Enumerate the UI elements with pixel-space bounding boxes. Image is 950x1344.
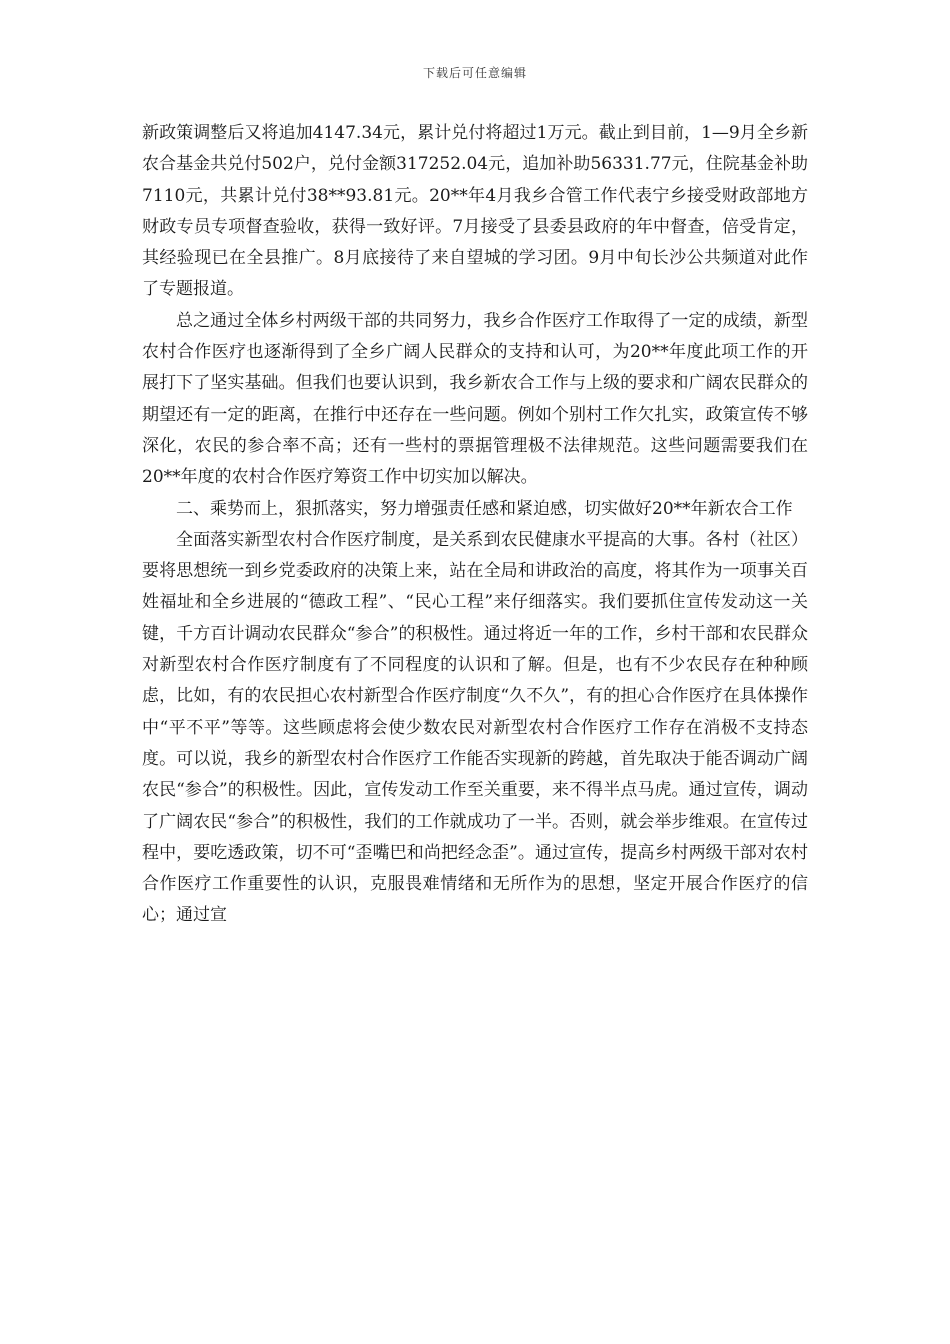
page-header: 下载后可任意编辑 bbox=[422, 66, 527, 80]
paragraph-2: 总之通过全体乡村两级干部的共同努力，我乡合作医疗工作取得了一定的成绩，新型农村合作医疗也逐渐得到了全乡广阔人民群众的支持和认可，为20**年度此项工作的开展打下了坚实基础。但我们也要认识到，我乡新农合工作与上级的要求和广阔农民群众的期望还有一定的距离，在推行中还存在一些问题。例如个别村工作欠扎实，政策宣传不够深化，农民的参合率不高；还有一些村的票据管理极不法律规范。这些问题需要我们在20**年度的农村合作医疗筹资工作中切实加以解决。 bbox=[142, 310, 808, 488]
paragraph-1: 新政策调整后又将追加4147.34元，累计兑付将超过1万元。截止到目前，1—9月全乡新农合基金共兑付502户，兑付金额317252.04元，追加补助56331.77元，住院基金补助7110元，共累计兑付38**93.81元。20**年4月我乡合管工作代表宁乡接受财政部地方财政专员专项督查验收，获得一致好评。7月接受了县委县政府的年中督查，倍受肯定，其经验现已在全县推广。8月底接待了来自望城的学习团。9月中旬长沙公共频道对此作了专题报道。 bbox=[142, 123, 808, 300]
document-body bbox=[142, 118, 808, 932]
paragraph-3: 全面落实新型农村合作医疗制度，是关系到农民健康水平提高的大事。各村（社区）要将思想统一到乡党委政府的决策上来，站在全局和讲政治的高度，将其作为一项事关百姓福址和全乡进展的“德政工程”、“民心工程”来仔细落实。我们要抓住宣传发动这一关键，千方百计调动农民群众“参合”的积极性。通过将近一年的工作，乡村干部和农民群众对新型农村合作医疗制度有了不同程度的认识和了解。但是，也有不少农民存在种种顾虑，比如，有的农民担心农村新型合作医疗制度“久不久”，有的担心合作医疗在具体操作中“平不平”等等。这些顾虑将会使少数农民对新型农村合作医疗工作存在消极不支持态度。可以说，我乡的新型农村合作医疗工作能否实现新的跨越，首先取决于能否调动广阔农民“参合”的积极性。因此，宣传发动工作至关重要，来不得半点马虎。通过宣传，调动了广阔农民“参合”的积极性，我们的工作就成功了一半。否则，就会举步维艰。在宣传过程中，要吃透政策，切不可“歪嘴巴和尚把经念歪”。通过宣传，提高乡村两级干部对农村合作医疗工作重要性的认识，克服畏难情绪和无所作为的思想，坚定开展合作医疗的信心；通过宣 bbox=[142, 529, 808, 926]
section-heading: 二、乘势而上，狠抓落实，努力增强责任感和紧迫感，切实做好20**年新农合工作 bbox=[176, 498, 793, 519]
